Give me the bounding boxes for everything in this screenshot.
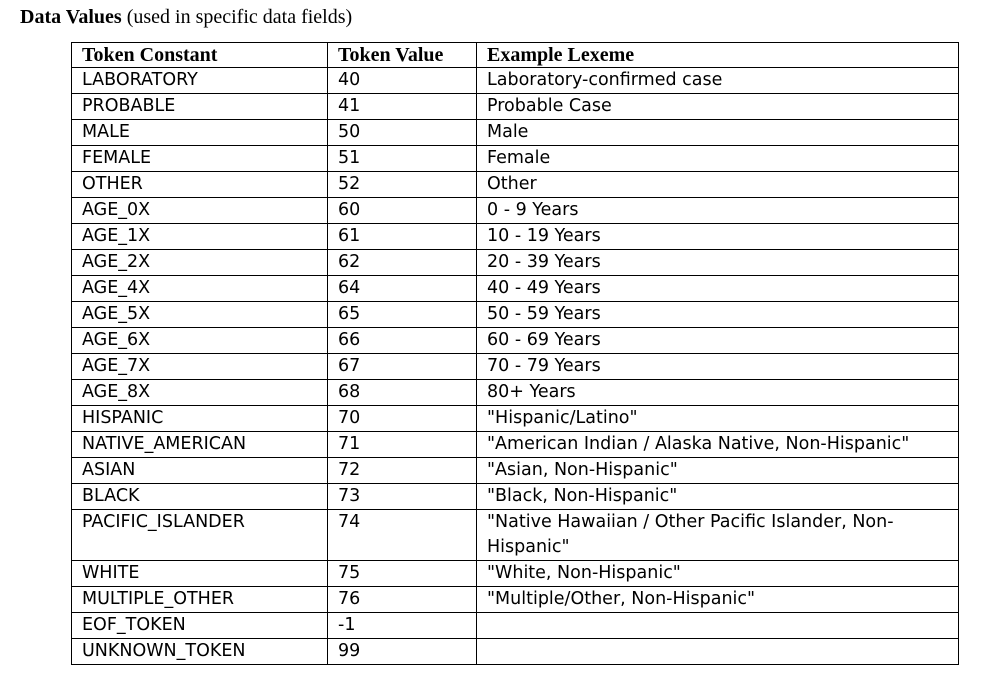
cell-example-lexeme: Male bbox=[477, 120, 959, 146]
table-row bbox=[72, 250, 959, 276]
cell-token-value: 65 bbox=[328, 302, 477, 328]
table-row bbox=[72, 224, 959, 250]
cell-token-value: -1 bbox=[328, 613, 477, 639]
cell-token-constant: AGE_6X bbox=[72, 328, 328, 354]
table-row bbox=[72, 458, 959, 484]
cell-token-value: 75 bbox=[328, 561, 477, 587]
cell-token-constant: BLACK bbox=[72, 484, 328, 510]
header-token-constant: Token Constant bbox=[72, 43, 328, 68]
cell-token-constant: EOF_TOKEN bbox=[72, 613, 328, 639]
cell-token-value: 64 bbox=[328, 276, 477, 302]
cell-token-constant: AGE_5X bbox=[72, 302, 328, 328]
table-row bbox=[72, 510, 959, 561]
table-row bbox=[72, 587, 959, 613]
cell-token-value: 70 bbox=[328, 406, 477, 432]
table-row bbox=[72, 354, 959, 380]
cell-token-constant: AGE_8X bbox=[72, 380, 328, 406]
header-token-value: Token Value bbox=[328, 43, 477, 68]
cell-token-constant: ASIAN bbox=[72, 458, 328, 484]
cell-example-lexeme: Other bbox=[477, 172, 959, 198]
cell-token-value: 50 bbox=[328, 120, 477, 146]
cell-example-lexeme: "American Indian / Alaska Native, Non-Hispanic" bbox=[477, 432, 959, 458]
cell-example-lexeme: Female bbox=[477, 146, 959, 172]
cell-example-lexeme: 0 - 9 Years bbox=[477, 198, 959, 224]
cell-token-constant: MULTIPLE_OTHER bbox=[72, 587, 328, 613]
table-body bbox=[72, 68, 959, 665]
cell-example-lexeme bbox=[477, 639, 959, 665]
table-row bbox=[72, 68, 959, 94]
cell-token-value: 73 bbox=[328, 484, 477, 510]
cell-token-value: 61 bbox=[328, 224, 477, 250]
cell-example-lexeme: "Multiple/Other, Non-Hispanic" bbox=[477, 587, 959, 613]
cell-token-constant: PACIFIC_ISLANDER bbox=[72, 510, 328, 561]
cell-token-constant: AGE_1X bbox=[72, 224, 328, 250]
data-values-table bbox=[71, 42, 959, 665]
table-row bbox=[72, 406, 959, 432]
cell-token-constant: LABORATORY bbox=[72, 68, 328, 94]
table-row bbox=[72, 432, 959, 458]
cell-token-value: 60 bbox=[328, 198, 477, 224]
header-example-lexeme: Example Lexeme bbox=[477, 43, 959, 68]
cell-token-constant: PROBABLE bbox=[72, 94, 328, 120]
cell-token-constant: NATIVE_AMERICAN bbox=[72, 432, 328, 458]
cell-example-lexeme: 10 - 19 Years bbox=[477, 224, 959, 250]
cell-example-lexeme: Probable Case bbox=[477, 94, 959, 120]
table-row bbox=[72, 276, 959, 302]
cell-token-value: 51 bbox=[328, 146, 477, 172]
cell-token-value: 76 bbox=[328, 587, 477, 613]
cell-example-lexeme: 80+ Years bbox=[477, 380, 959, 406]
cell-token-constant: AGE_0X bbox=[72, 198, 328, 224]
cell-token-constant: AGE_2X bbox=[72, 250, 328, 276]
cell-token-constant: AGE_7X bbox=[72, 354, 328, 380]
table-row bbox=[72, 146, 959, 172]
cell-example-lexeme bbox=[477, 613, 959, 639]
cell-token-value: 62 bbox=[328, 250, 477, 276]
section-heading bbox=[20, 5, 352, 29]
cell-token-constant: AGE_4X bbox=[72, 276, 328, 302]
cell-token-value: 66 bbox=[328, 328, 477, 354]
cell-token-constant: WHITE bbox=[72, 561, 328, 587]
cell-token-constant: OTHER bbox=[72, 172, 328, 198]
table-row bbox=[72, 94, 959, 120]
cell-example-lexeme: 20 - 39 Years bbox=[477, 250, 959, 276]
cell-example-lexeme: "White, Non-Hispanic" bbox=[477, 561, 959, 587]
cell-example-lexeme: "Hispanic/Latino" bbox=[477, 406, 959, 432]
section-heading-note: (used in specific data fields) bbox=[121, 6, 353, 28]
cell-example-lexeme: "Asian, Non-Hispanic" bbox=[477, 458, 959, 484]
cell-token-constant: FEMALE bbox=[72, 146, 328, 172]
table-row bbox=[72, 380, 959, 406]
cell-token-value: 72 bbox=[328, 458, 477, 484]
section-heading-title: Data Values bbox=[20, 6, 122, 28]
cell-token-constant: UNKNOWN_TOKEN bbox=[72, 639, 328, 665]
table-row bbox=[72, 328, 959, 354]
table-row bbox=[72, 484, 959, 510]
cell-example-lexeme: Laboratory-confirmed case bbox=[477, 68, 959, 94]
cell-token-value: 41 bbox=[328, 94, 477, 120]
table-row bbox=[72, 613, 959, 639]
cell-example-lexeme: 70 - 79 Years bbox=[477, 354, 959, 380]
cell-token-value: 99 bbox=[328, 639, 477, 665]
cell-token-value: 67 bbox=[328, 354, 477, 380]
table-row bbox=[72, 561, 959, 587]
cell-example-lexeme: 60 - 69 Years bbox=[477, 328, 959, 354]
cell-token-value: 40 bbox=[328, 68, 477, 94]
cell-token-constant: MALE bbox=[72, 120, 328, 146]
cell-example-lexeme: "Black, Non-Hispanic" bbox=[477, 484, 959, 510]
table-row bbox=[72, 172, 959, 198]
cell-example-lexeme: "Native Hawaiian / Other Pacific Islander, Non-Hispanic" bbox=[477, 510, 959, 561]
cell-token-constant: HISPANIC bbox=[72, 406, 328, 432]
cell-token-value: 74 bbox=[328, 510, 477, 561]
table-row bbox=[72, 120, 959, 146]
cell-token-value: 68 bbox=[328, 380, 477, 406]
cell-example-lexeme: 40 - 49 Years bbox=[477, 276, 959, 302]
cell-token-value: 52 bbox=[328, 172, 477, 198]
table-row bbox=[72, 639, 959, 665]
table-row bbox=[72, 302, 959, 328]
cell-token-value: 71 bbox=[328, 432, 477, 458]
table-header-row bbox=[72, 43, 959, 68]
cell-example-lexeme: 50 - 59 Years bbox=[477, 302, 959, 328]
table-row bbox=[72, 198, 959, 224]
